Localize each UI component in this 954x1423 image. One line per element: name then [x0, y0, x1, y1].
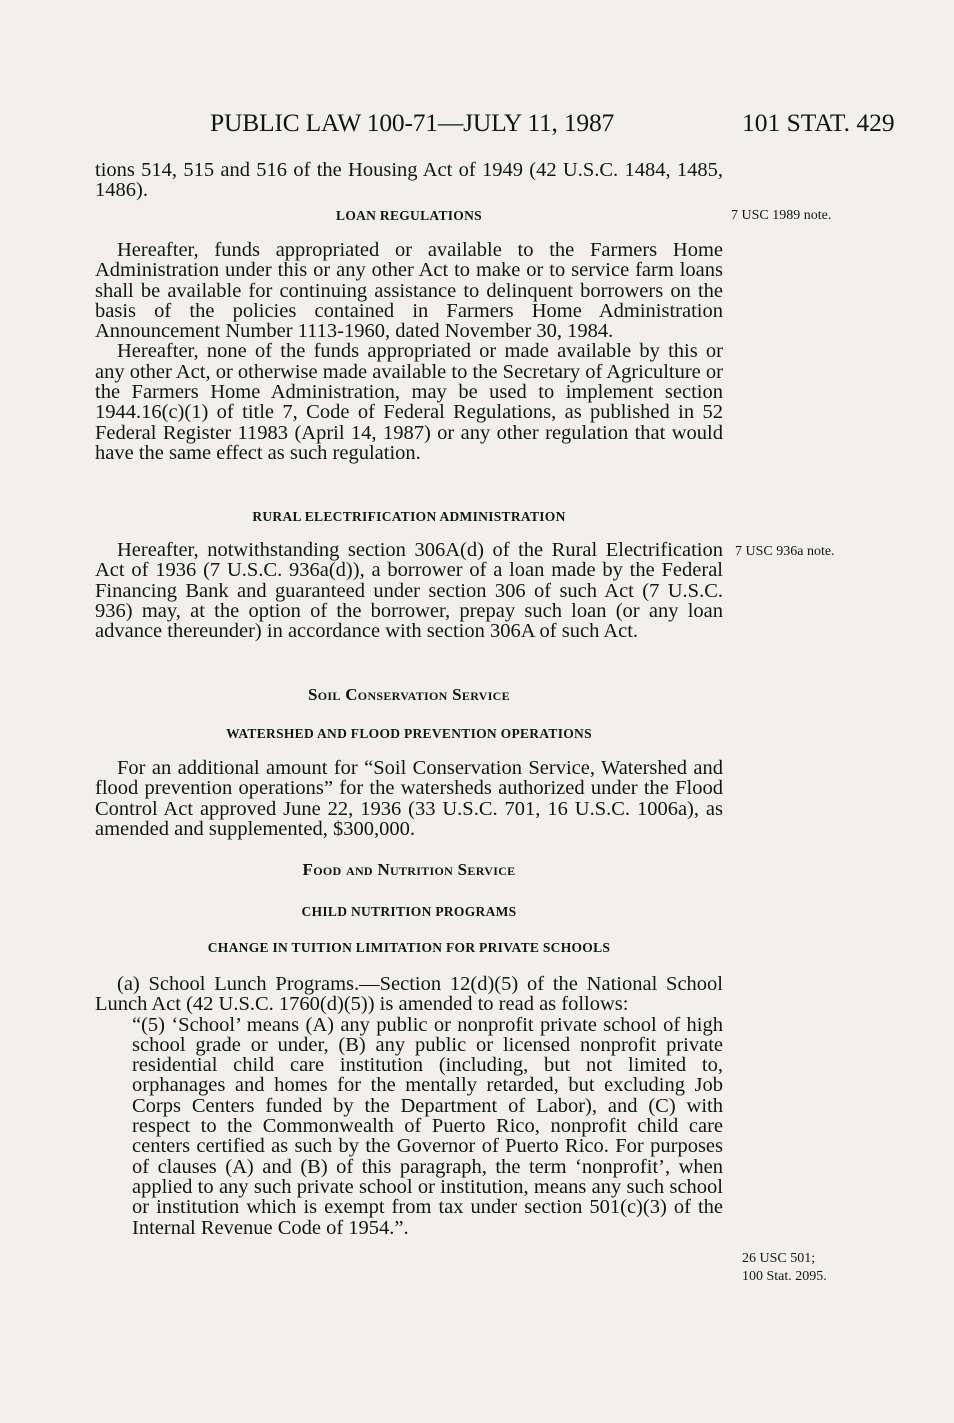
- paragraph-loan-2: Hereafter, none of the funds appropriated or made available by this or any other Act, or otherwise made available to the Secretary of Agriculture or the Farmers Home Administration, may be used to implement section 1944.16(c)(1) of title 7, Code of Federal Regulations, as published in 52 Federal Register 11983 (April 14, 1987) or any other regulation that would have the same effect as such regulation.: [95, 340, 723, 464]
- cnp-section: [95, 902, 723, 922]
- section-heading-watershed: WATERSHED AND FLOOD PREVENTION OPERATIONS: [226, 726, 592, 741]
- watershed-section: [95, 724, 723, 744]
- intro-paragraph: tions 514, 515 and 516 of the Housing Act of 1949 (42 U.S.C. 1484, 1485, 1486).: [95, 159, 723, 202]
- margin-note-100stat2095: 100 Stat. 2095.: [742, 1269, 827, 1284]
- watershed-body: [95, 758, 723, 839]
- paragraph-watershed: For an additional amount for “Soil Conservation Service, Watershed and flood prevention operations” for the watersheds authorized under the Flood Control Act approved June 22, 1936 (33 U.S.C. 701, 16 U.S.C. 1006a), as amended and supplemented, $300,000.: [95, 757, 723, 840]
- agency-heading-scs: Soil Conservation Service: [308, 685, 510, 704]
- loan-regulations-body: [95, 240, 723, 463]
- section-heading-tuition: CHANGE IN TUITION LIMITATION FOR PRIVATE SCHOOLS: [207, 940, 611, 955]
- running-header-title: PUBLIC LAW 100-71—JULY 11, 1987: [210, 108, 615, 137]
- paragraph-loan-1: Hereafter, funds appropriated or available to the Farmers Home Administration under this or any other Act to make or to service farm loans shall be available for continuing assistance to delinquent borrowers on the basis of the policies contained in Farmers Home Administration Announcement Number 1113-1960, dated November 30, 1984.: [95, 239, 723, 343]
- section-heading-loan-regulations: LOAN REGULATIONS: [336, 208, 482, 223]
- paragraph-rea: Hereafter, notwithstanding section 306A(d) of the Rural Electrification Act of 1936 (7 U.S.C. 936a(d)), a borrower of a loan made by the Federal Financing Bank and guaranteed under section 306 of such Act (7 U.S.C. 936) may, at the option of the borrower, prepay such loan (or any loan advance thereunder) in accordance with section 306A of such Act.: [95, 539, 723, 643]
- page-citation: 101 STAT. 429: [742, 108, 895, 137]
- section-heading-cnp: CHILD NUTRITION PROGRAMS: [301, 904, 517, 919]
- tuition-section: [95, 938, 723, 958]
- school-lunch-body: [95, 974, 723, 1238]
- loan-regulations-section: [95, 206, 723, 226]
- quoted-school-definition: “(5) ‘School’ means (A) any public or nonprofit private school of high school grade or under, (B) any public or licensed nonprofit private residential child care institution (including, but not limited to, orphanages and homes for the mentally retarded, but excluding Job Corps Centers funded by the Department of Labor), and (C) with respect to the Commonwealth of Puerto Rico, nonprofit child care centers certified as such by the Governor of Puerto Rico. For purposes of clauses (A) and (B) of this paragraph, the term ‘nonprofit’, when applied to any such private school or institution, means any such school or institution which is exempt from tax under section 501(c)(3) of the Internal Revenue Code of 1954.”.: [132, 1013, 723, 1239]
- agency-heading-fns: Food and Nutrition Service: [302, 860, 516, 879]
- section-heading-rea: RURAL ELECTRIFICATION ADMINISTRATION: [252, 509, 566, 524]
- fns-section: [95, 860, 723, 880]
- rea-section: [95, 507, 723, 527]
- margin-note-7usc936a: 7 USC 936a note.: [735, 544, 835, 559]
- paragraph-school-lunch: (a) School Lunch Programs.—Section 12(d)(5) of the National School Lunch Act (42 U.S.C. 1760(d)(5)) is amended to read as follows:: [95, 973, 723, 1016]
- margin-note-7usc1989: 7 USC 1989 note.: [731, 208, 832, 223]
- scs-section: [95, 685, 723, 705]
- margin-note-26usc501: 26 USC 501;: [742, 1251, 816, 1266]
- rea-body: [95, 540, 723, 641]
